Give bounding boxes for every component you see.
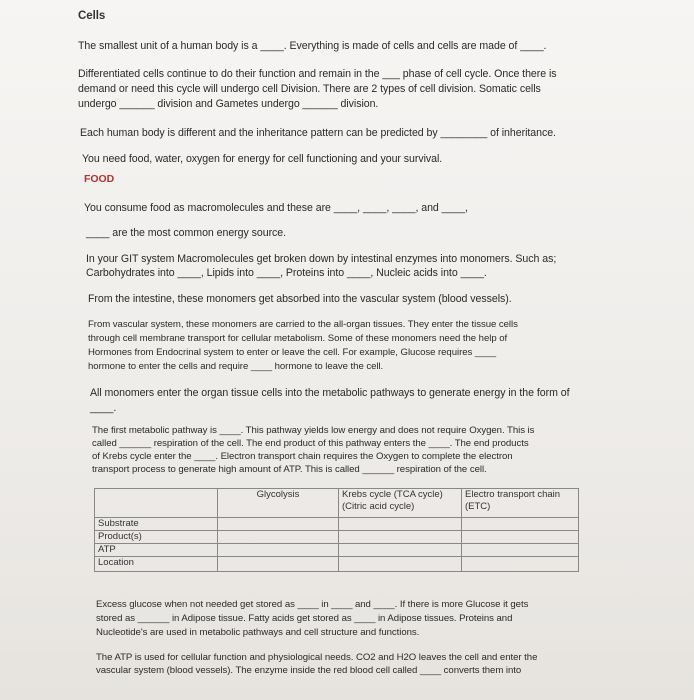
table-cell[interactable] [218,518,339,531]
text-line: Carbohydrates into ____, Lipids into ____, Proteins into ____, Nucleic acids into ____. [86,267,487,279]
text-line: Differentiated cells continue to do their function and remain in the ___ phase of cell cycle. Once there is [78,68,557,80]
table-cell[interactable] [339,518,462,531]
table-cell[interactable] [218,557,339,572]
text-line: demand or need this cycle will undergo cell Division. There are 2 types of cell division. Somatic cells [78,83,541,95]
table-header-label: (Citric acid cycle) [342,501,415,512]
table-row-label: Location [95,557,218,572]
text-line: From vascular system, these monomers are carried to the all-organ tissues. They enter the tissue cells [88,319,518,330]
table-header-glycolysis [218,489,339,518]
table-header-etc [462,489,579,518]
table-row [95,518,579,531]
table-row-label: Substrate [95,518,218,531]
text-line: called ______ respiration of the cell. The end product of this pathway enters the ____. The end products [92,438,529,449]
table-cell[interactable] [218,531,339,544]
text-line: Nucleotide's are used in metabolic pathways and cell structure and functions. [96,627,420,638]
table-cell[interactable] [462,531,579,544]
text-line: of Krebs cycle enter the ____. Electron transport chain requires the Oxygen to complete the electron [92,451,513,462]
text-line: transport process to generate high amount of ATP. This is called ______ respiration of the cell. [92,464,487,475]
text-line: All monomers enter the organ tissue cells into the metabolic pathways to generate energy in the form of [90,387,570,399]
table-cell[interactable] [218,544,339,557]
section-heading-food: FOOD [84,173,115,185]
text-line: ____ are the most common energy source. [86,227,287,239]
text-line: stored as ______ in Adipose tissue. Fatty acids get stored as ____ in Adipose tissues. Proteins and [96,613,513,624]
text-line: through cell membrane transport for cellular metabolism. Some of these monomers need the help of [88,333,508,344]
text-line: The first metabolic pathway is ____. This pathway yields low energy and does not require Oxygen. This is [92,425,535,436]
table-cell[interactable] [339,531,462,544]
table-cell[interactable] [339,544,462,557]
text-line: Each human body is different and the inheritance pattern can be predicted by ________ of inheritance. [80,127,556,139]
table-cell[interactable] [339,557,462,572]
text-line: Hormones from Endocrinal system to enter or leave the cell. For example, Glucose requires ____ [88,347,497,358]
page-title: Cells [78,10,106,22]
table-row [95,544,579,557]
table-row-label: Product(s) [95,531,218,544]
table-header-label: Electro transport chain [465,489,561,500]
table-row [95,531,579,544]
table-header-row [95,489,579,518]
text-line: The smallest unit of a human body is a ____. Everything is made of cells and cells are made of ____. [78,40,547,52]
table-cell[interactable] [462,557,579,572]
text-line: undergo ______ division and Gametes undergo ______ division. [78,98,379,110]
text-line: In your GIT system Macromolecules get broken down by intestinal enzymes into monomers. Such as; [86,253,557,265]
table-header-krebs [339,489,462,518]
text-line: You consume food as macromolecules and these are ____, ____, ____, and ____, [84,202,468,214]
text-line: From the intestine, these monomers get absorbed into the vascular system (blood vessels). [88,293,512,305]
table-cell[interactable] [462,518,579,531]
text-line: hormone to enter the cells and require ____ hormone to leave the cell. [88,361,384,372]
text-line: Excess glucose when not needed get stored as ____ in ____ and ____. If there is more Glucose it gets [96,599,529,610]
text-line: You need food, water, oxygen for energy for cell functioning and your survival. [82,153,443,165]
table-row [95,557,579,572]
table-header-label: Glycolysis [256,489,300,500]
table-row-label: ATP [95,544,218,557]
table-header-empty [95,489,218,518]
text-line: ____. [90,402,117,414]
table-header-label: (ETC) [465,501,491,512]
text-line: vascular system (blood vessels). The enzyme inside the red blood cell called ____ converts them into [96,665,522,676]
text-line: The ATP is used for cellular function and physiological needs. CO2 and H2O leaves the cell and enter the [96,652,538,663]
metabolism-table [94,488,579,572]
table-header-label: Krebs cycle (TCA cycle) [342,489,443,500]
table-cell[interactable] [462,544,579,557]
